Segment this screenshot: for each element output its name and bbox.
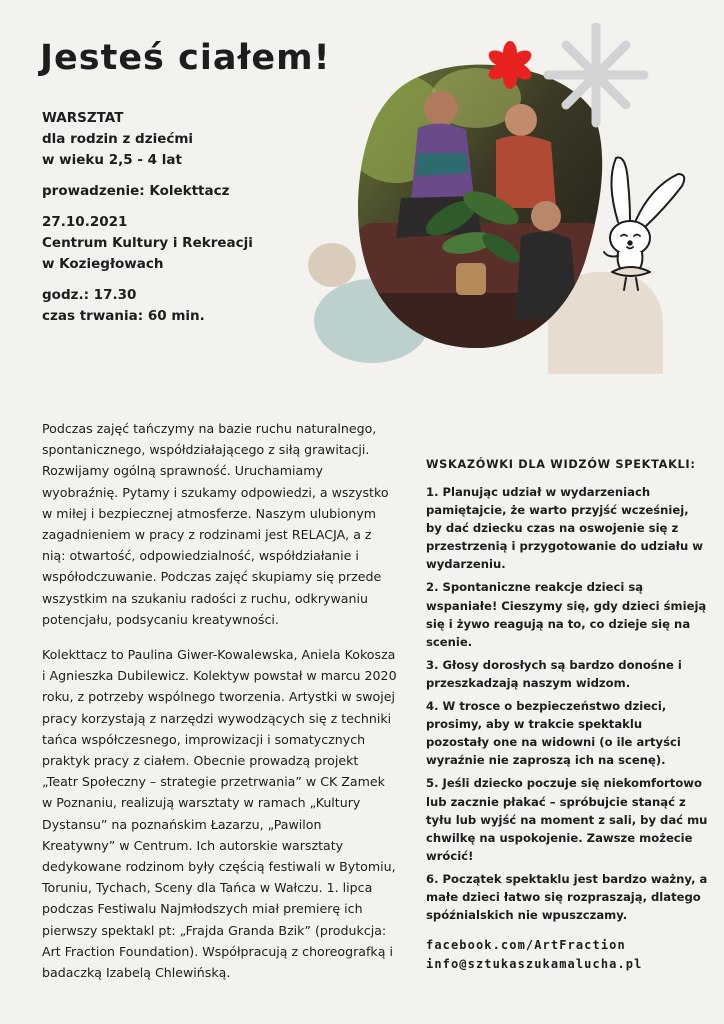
description-section bbox=[42, 418, 397, 997]
tip-item: 6. Początek spektaklu jest bardzo ważny, a małe dzieci łatwo się rozpraszają, dlatego spóźnialskich nie wpuszczamy. bbox=[426, 871, 708, 923]
audience-line-2: w wieku 2,5 - 4 lat bbox=[42, 152, 182, 168]
poster-title: Jesteś ciałem! bbox=[40, 38, 331, 78]
tip-item: 5. Jeśli dziecko poczuje się niekomfortowo lub zacznie płakać – spróbujcie stanąć z tyłu lub wyjść na moment z sali, by dać mu chwilkę na uspokojenie. Zawsze możecie wrócić! bbox=[426, 776, 708, 863]
time-block bbox=[42, 285, 302, 327]
tip-item: 1. Planując udział w wydarzeniach pamiętajcie, że warto przyjść wcześniej, by dać dziecku czas na oswojenie się z przestrzenią i przygotowanie do udziału w wydarzeniu. bbox=[426, 485, 703, 572]
event-info bbox=[42, 108, 302, 337]
event-details-block bbox=[42, 108, 302, 171]
event-type: WARSZTAT bbox=[42, 110, 124, 126]
date-venue-block bbox=[42, 212, 302, 275]
tip-item: 2. Spontaniczne reakcje dzieci są wspaniałe! Cieszymy się, gdy dzieci śmieją się i żywo reagują na to, co dzieje się na scenie. bbox=[426, 580, 707, 649]
description-paragraph-1: Podczas zajęć tańczymy na bazie ruchu naturalnego, spontanicznego, współdziałającego z siłą grawitacji. Rozwijamy ogólną sprawność. Uruchamiamy wyobraźnię. Pytamy i szukamy odpowiedzi, a wszystko w miłej i bezpiecznej atmosferze. Naszym ulubionym zagadnieniem w pracy z rodzinami jest RELACJA, a z nią: otwartość, odpowiedzialność, współdziałanie i współodczuwanie. Podczas zajęć skupiamy się przede wszystkim na szukaniu radości z ruchu, odkrywaniu potencjału, podsycaniu kreatywności. bbox=[42, 421, 389, 627]
contact-section bbox=[426, 936, 642, 974]
facebook-link[interactable]: facebook.com/ArtFraction bbox=[426, 938, 626, 952]
email-link[interactable]: info@sztukaszukamalucha.pl bbox=[426, 957, 643, 971]
tip-item: 3. Głosy dorosłych są bardzo donośne i przeszkadzają naszym widzom. bbox=[426, 657, 682, 690]
grey-star-icon bbox=[543, 22, 649, 128]
audience-line-1: dla rodzin z dziećmi bbox=[42, 131, 194, 147]
event-time: godz.: 17.30 bbox=[42, 287, 137, 303]
venue-line-1: Centrum Kultury i Rekreacji bbox=[42, 235, 253, 251]
tips-heading: WSKAZÓWKI DLA WIDZÓW SPEKTAKLI: bbox=[426, 458, 696, 471]
red-flower-icon bbox=[484, 39, 536, 91]
event-duration: czas trwania: 60 min. bbox=[42, 308, 205, 324]
tips-list bbox=[426, 483, 708, 924]
event-date: 27.10.2021 bbox=[42, 214, 128, 230]
venue-line-2: w Koziegłowach bbox=[42, 256, 164, 272]
description-paragraph-2: Kolekttacz to Paulina Giwer-Kowalewska, Aniela Kokosza i Agnieszka Dubilewicz. Kolektyw powstał w marcu 2020 roku, z potrzeby wspólnego tworzenia. Artystki w swojej pracy korzystają z narzędzi wywodzących się z techniki tańca współczesnego, improwizacji i somatycznych praktyk pracy z ciałem. Obecnie prowadzą projekt „Teatr Społeczny – strategie przetrwania” w CK Zamek w Poznaniu, realizują warsztaty w ramach „Kultury Dystansu” na poznańskim Łazarzu, „Pawilon Kreatywny” w Centrum. Ich autorskie warsztaty dedykowane rodzinom były częścią festiwali w Bytomiu, Toruniu, Tychach, Sceny dla Tańca w Wałczu. 1. lipca podczas Festiwalu Najmłodszych miał premierę ich pierwszy spektakl pt: „Frajda Granda Bzik” (produkcja: Art Fraction Foundation). Współpracują z choreografką i badaczką Izabelą Chlewińską. bbox=[42, 647, 397, 981]
rabbit-ballerina-doodle-icon bbox=[596, 152, 692, 292]
host-line: prowadzenie: Kolekttacz bbox=[42, 183, 230, 199]
tip-item: 4. W trosce o bezpieczeństwo dzieci, prosimy, aby w trakcie spektaklu pozostały one na widowni (o ile artyści wyraźnie nie zaproszą ich na scenę). bbox=[426, 699, 681, 768]
viewer-tips-section bbox=[426, 458, 708, 929]
